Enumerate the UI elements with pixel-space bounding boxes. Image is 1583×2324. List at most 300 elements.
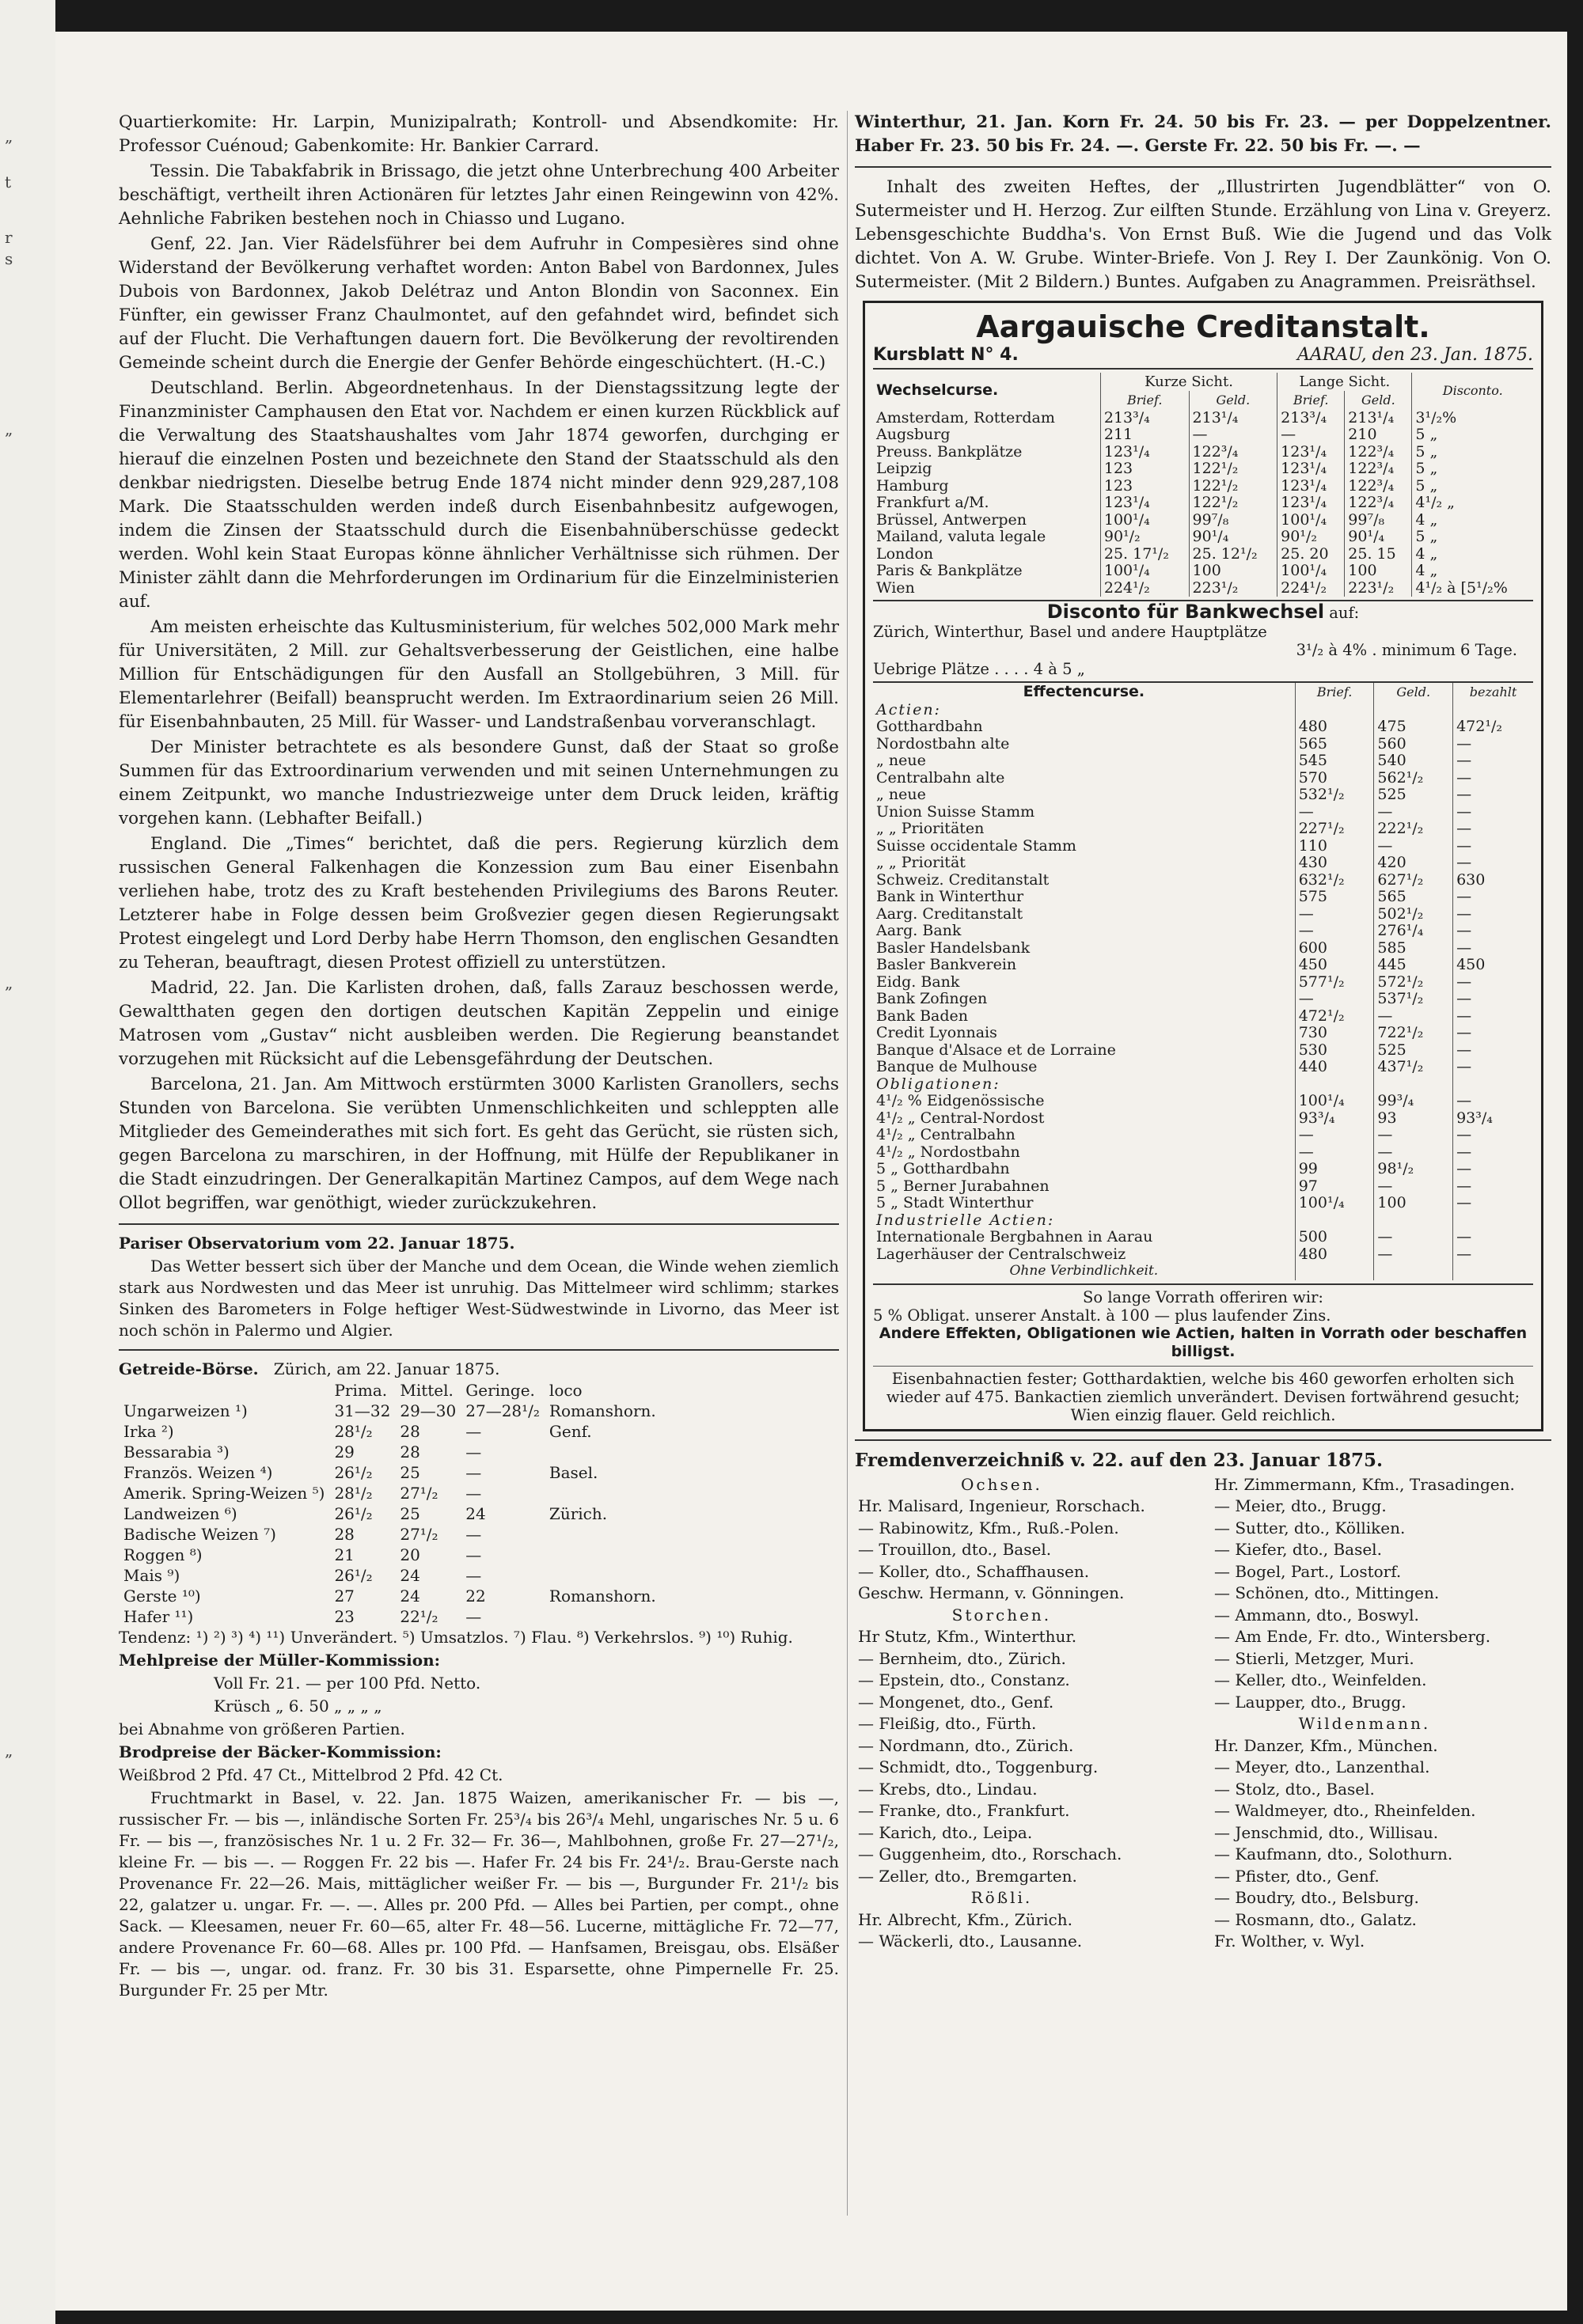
- geld-header: Geld.: [1374, 682, 1453, 702]
- table-row: [873, 410, 1533, 427]
- price-cell: 276¹/₄: [1374, 923, 1453, 940]
- price-cell: 630: [1453, 872, 1533, 889]
- price-cell: —: [1453, 804, 1533, 821]
- price-cell: 28: [334, 1525, 355, 1544]
- table-row: [873, 512, 1533, 529]
- kurze-sicht-header: Kurze Sicht.: [1100, 373, 1277, 392]
- price-cell: —: [465, 1545, 482, 1564]
- magazine-contents: Inhalt des zweiten Heftes, der „Illustrirten Jugendblätter“ von O. Sutermeister und H. Herzog. Zur eilften Stunde. Erzählung von Lina v. Greyerz. Lebensgeschichte Buddha's. Von Ernst Buß. Wie die Jugend und das Volk dichtet. Von A. W. Grube. Winter-Briefe. Von J. Rey I. Der Zaunkönig. Von O. Sutermeister. (Mit 2 Bildern.) Buntes. Aufgaben zu Anagrammen. Preisräthsel.: [855, 177, 1551, 292]
- guest-entry: — Bernheim, dto., Zürich.: [858, 1648, 1066, 1668]
- table-row: [873, 1161, 1533, 1178]
- edge-mark: „: [5, 1741, 13, 1760]
- bond-name: 5 „ Gotthardbahn: [876, 1160, 1010, 1177]
- table-row: [873, 580, 1533, 597]
- rate-cell: 122¹/₂: [1189, 461, 1277, 478]
- price-cell: —: [1453, 1178, 1533, 1196]
- rate-cell: 100¹/₄: [1100, 512, 1189, 529]
- guest-entry: — Laupper, dto., Brugg.: [1214, 1692, 1406, 1712]
- market-report: Eisenbahnactien fester; Gotthardaktien, welche bis 460 geworfen erholten sich wieder auf 475. Bankactien ziemlich unverändert. Devisen fortwährend gesucht; Wien einzig flauer. Geld reichlich.: [873, 1366, 1533, 1424]
- guest-entry: — Ammann, dto., Boswyl.: [1214, 1605, 1419, 1625]
- visitors-column: [855, 1474, 1195, 1953]
- guest-entry: — Schönen, dto., Mittingen.: [1214, 1583, 1440, 1602]
- grain-name: Roggen ⁸): [123, 1545, 203, 1564]
- price-cell: 600: [1295, 940, 1374, 957]
- table-row: [119, 1421, 661, 1442]
- securities-table: [873, 681, 1533, 1280]
- price-cell: 29: [334, 1443, 355, 1462]
- list-item: [1211, 1496, 1518, 1518]
- discount-cell: 4 „: [1412, 546, 1533, 563]
- location-cell: [545, 1545, 661, 1565]
- price-cell: 562¹/₂: [1374, 770, 1453, 787]
- section-divider: [119, 1223, 839, 1225]
- security-name: Suisse occidentale Stamm: [876, 836, 1076, 855]
- visitors-table: [1211, 1474, 1518, 1953]
- location-cell: Basel.: [549, 1463, 598, 1482]
- list-item: [1211, 1692, 1518, 1714]
- bond-name: 4¹/₂ „ Centralbahn: [876, 1126, 1015, 1143]
- security-name: Union Suisse Stamm: [876, 802, 1035, 821]
- price-cell: 475: [1374, 718, 1453, 736]
- rate-cell: 213¹/₄: [1189, 410, 1277, 427]
- table-row: [119, 1524, 661, 1545]
- rate-cell: 122³/₄: [1345, 444, 1412, 461]
- guest-entry: — Nordmann, dto., Zürich.: [858, 1735, 1074, 1755]
- grain-name: Mais ⁹): [123, 1566, 180, 1585]
- list-item: [855, 1518, 1148, 1540]
- guest-entry: — Meier, dto., Brugg.: [1214, 1496, 1387, 1515]
- visitors-table: [855, 1474, 1148, 1953]
- disconto-line: Uebrige Plätze . . . . 4 à 5 „: [873, 659, 1085, 678]
- location-cell: [545, 1483, 661, 1503]
- guest-entry: — Schmidt, dto., Toggenburg.: [858, 1757, 1099, 1776]
- section-divider: [855, 1439, 1551, 1441]
- guest-entry: — Wäckerli, dto., Lausanne.: [858, 1932, 1083, 1951]
- list-item: [855, 1844, 1148, 1866]
- price-cell: 525: [1374, 1042, 1453, 1060]
- paris-weather-text: Das Wetter bessert sich über der Manche und dem Ocean, die Winde wehen ziemlich stark aus Nordwesten und das Meer ist unruhig. Das Mittelmeer wird schlimm; starkes Sinken des Barometers in Folge heftiger West-Südwestwinde in Livorno, das Meer ist noch schön in Palermo und Algier.: [119, 1257, 839, 1340]
- rate-cell: 100¹/₄: [1100, 563, 1189, 580]
- guest-entry: — Keller, dto., Weinfelden.: [1214, 1670, 1427, 1689]
- price-cell: —: [1453, 1042, 1533, 1060]
- guest-entry: — Trouillon, dto., Basel.: [858, 1540, 1052, 1559]
- table-row: [873, 889, 1533, 906]
- price-cell: —: [1453, 923, 1533, 940]
- price-cell: —: [465, 1422, 482, 1441]
- place-name: Wien: [876, 578, 915, 597]
- location-cell: [545, 1442, 661, 1462]
- newspaper-page: [55, 32, 1567, 2311]
- guest-entry: — Meyer, dto., Lanzenthal.: [1214, 1757, 1430, 1776]
- location-cell: Genf.: [549, 1422, 592, 1441]
- rate-cell: 210: [1345, 427, 1412, 444]
- england-article: England. Die „Times“ berichtet, daß die pers. Regierung kürzlich dem russischen General Falkenhagen die Konzession zum Bau einer Eisenbahn verliehen habe, trotz des zu Kraft bestehenden Privilegiums des Barons Reuter. Letzterer habe in Folge dessen beim Großvezier gegen diesen Regierungsakt Protest eingelegt und Lord Derby habe Herrn Thomson, den englischen Gesandten zu Teheran, beauftragt, diesen Protest offiziell zu unterstützen.: [119, 834, 839, 972]
- rate-cell: 100¹/₄: [1277, 563, 1345, 580]
- column-header: Geringe.: [465, 1381, 535, 1400]
- rate-cell: 122³/₄: [1345, 461, 1412, 478]
- price-cell: —: [1453, 753, 1533, 770]
- price-cell: 26¹/₂: [334, 1566, 373, 1585]
- security-name: „ „ Priorität: [876, 854, 966, 871]
- table-row: [873, 495, 1533, 512]
- rate-cell: 123¹/₄: [1100, 444, 1189, 461]
- offer-line: So lange Vorrath offeriren wir:: [1083, 1287, 1323, 1306]
- price-cell: —: [1295, 1127, 1374, 1144]
- rate-cell: 122³/₄: [1189, 444, 1277, 461]
- right-column: [855, 111, 1551, 1953]
- security-name: „ „ Prioritäten: [876, 820, 985, 837]
- column-header: Prima.: [334, 1381, 388, 1400]
- discount-cell: 4¹/₂ à [5¹/₂%: [1412, 580, 1533, 597]
- guest-entry: — Karich, dto., Leipa.: [858, 1822, 1033, 1842]
- list-item: [1211, 1735, 1518, 1757]
- table-row: [873, 529, 1533, 546]
- table-row: [873, 1263, 1533, 1280]
- table-row: [119, 1462, 661, 1483]
- list-item: [1211, 1539, 1518, 1561]
- price-cell: 93³/₄: [1295, 1110, 1374, 1128]
- price-cell: 27: [334, 1587, 355, 1606]
- price-cell: 730: [1295, 1025, 1374, 1042]
- guest-entry: — Zeller, dto., Bremgarten.: [858, 1866, 1077, 1886]
- guest-entry: — Epstein, dto., Constanz.: [858, 1670, 1070, 1689]
- list-item: [855, 1539, 1148, 1561]
- grain-name: Badische Weizen ⁷): [123, 1525, 276, 1544]
- security-name: Aarg. Creditanstalt: [876, 904, 1023, 923]
- table-row: [873, 821, 1533, 838]
- table-row: [873, 478, 1533, 495]
- price-cell: —: [465, 1484, 482, 1503]
- grain-exchange-header: [119, 1359, 839, 1380]
- guest-entry: Hr. Zimmermann, Kfm., Trasadingen.: [1214, 1474, 1515, 1494]
- security-name: Bank Baden: [876, 1007, 969, 1025]
- list-item: [1211, 1931, 1518, 1953]
- rate-cell: 99⁷/₈: [1345, 512, 1412, 529]
- price-cell: —: [1374, 1246, 1453, 1264]
- rate-cell: 90¹/₄: [1189, 529, 1277, 546]
- edge-mark: „: [5, 419, 13, 438]
- adjacent-page-edge: [0, 0, 55, 2324]
- guest-entry: — Sutter, dto., Kölliken.: [1214, 1518, 1406, 1537]
- guest-entry: — Kiefer, dto., Basel.: [1214, 1540, 1382, 1559]
- table-row: [873, 702, 1533, 719]
- place-name: Brüssel, Antwerpen: [876, 510, 1027, 529]
- grain-name: Bessarabia ³): [123, 1443, 230, 1462]
- rate-cell: 223¹/₂: [1189, 580, 1277, 597]
- list-item: [855, 1474, 1148, 1496]
- ad-place-date: AARAU, den 23. Jan. 1875.: [1296, 345, 1533, 365]
- table-row: [873, 1076, 1533, 1094]
- geld-header: Geld.: [1189, 391, 1277, 410]
- list-item: [855, 1605, 1148, 1627]
- price-cell: 28¹/₂: [334, 1484, 373, 1503]
- hotel-name: Wildenmann.: [1298, 1714, 1431, 1733]
- price-cell: 99: [1295, 1161, 1374, 1178]
- rate-cell: 123¹/₄: [1277, 478, 1345, 495]
- price-cell: 24: [465, 1504, 486, 1523]
- visitors-list: [855, 1474, 1551, 1953]
- rate-cell: 123: [1100, 461, 1189, 478]
- guest-entry: — Guggenheim, dto., Rorschach.: [858, 1844, 1122, 1863]
- table-row: [873, 753, 1533, 770]
- price-cell: 98¹/₂: [1374, 1161, 1453, 1178]
- hotel-name: Storchen.: [951, 1605, 1052, 1625]
- winterthur-market: Winterthur, 21. Jan. Korn Fr. 24. 50 bis Fr. 23. — per Doppelzentner. Haber Fr. 23. 50 bis Fr. 24. —. Gerste Fr. 22. 50 bis Fr. —. —: [855, 112, 1551, 156]
- list-item: [1211, 1583, 1518, 1605]
- price-cell: 93: [1374, 1110, 1453, 1128]
- price-cell: 437¹/₂: [1374, 1059, 1453, 1076]
- price-cell: 27¹/₂: [400, 1525, 438, 1544]
- price-cell: —: [1295, 991, 1374, 1008]
- rate-cell: 100¹/₄: [1277, 512, 1345, 529]
- rate-cell: 213³/₄: [1100, 410, 1189, 427]
- price-cell: 440: [1295, 1059, 1374, 1076]
- column-divider: [847, 111, 848, 2216]
- discount-cell: 5 „: [1412, 444, 1533, 461]
- guest-entry: — Jenschmid, dto., Willisau.: [1214, 1822, 1439, 1842]
- edge-mark: r: [5, 228, 13, 247]
- location-cell: [545, 1524, 661, 1545]
- guest-entry: Geschw. Hermann, v. Gönningen.: [858, 1583, 1125, 1602]
- guest-entry: — Stierli, Metzger, Muri.: [1214, 1648, 1414, 1668]
- table-row: [873, 804, 1533, 821]
- list-item: [1211, 1713, 1518, 1735]
- guest-entry: Hr. Danzer, Kfm., München.: [1214, 1735, 1438, 1755]
- security-name: Eidg. Bank: [876, 972, 960, 991]
- table-row: [873, 1246, 1533, 1264]
- edge-mark: t: [5, 172, 12, 191]
- guest-entry: — Krebs, dto., Lindau.: [858, 1779, 1038, 1799]
- disconto-title: Disconto für Bankwechsel: [1046, 601, 1325, 623]
- bond-name: 4¹/₂ „ Central-Nordost: [876, 1109, 1045, 1127]
- list-item: [1211, 1561, 1518, 1583]
- price-cell: 450: [1453, 957, 1533, 974]
- rate-cell: —: [1189, 427, 1277, 444]
- minister-paragraph: Der Minister betrachtete es als besondere Gunst, daß der Staat so große Summen für das Extroordinarium verwenden und mit seinen Unternehmungen zu einem Zeitpunkt, wo manche Industriezweige unter dem Druck leiden, kräftig vorgehen kann. (Lebhafter Beifall.): [119, 737, 839, 828]
- madrid-article: Madrid, 22. Jan. Die Karlisten drohen, daß, falls Zarauz beschossen werde, Gewaltthaten gegen den dortigen deutschen Kapitän Zeppelin und einige Matrosen vom „Gustav“ nicht ausbleiben werden. Die Regierung beanstandet vorzugehen mit Rücksicht auf die Lebensgefährdung der Deutschen.: [119, 978, 839, 1069]
- table-row: [873, 1042, 1533, 1060]
- price-cell: —: [1374, 1008, 1453, 1026]
- list-item: [855, 1561, 1148, 1583]
- table-row: [873, 1025, 1533, 1042]
- column-header: loco: [549, 1381, 583, 1400]
- price-cell: 420: [1374, 855, 1453, 872]
- discount-cell: 5 „: [1412, 478, 1533, 495]
- table-row: [873, 855, 1533, 872]
- table-row: [873, 736, 1533, 753]
- edge-mark: „: [5, 973, 13, 992]
- table-row: [873, 923, 1533, 940]
- table-row: [873, 838, 1533, 855]
- table-row: [119, 1401, 661, 1421]
- rate-cell: 99⁷/₈: [1189, 512, 1277, 529]
- guest-entry: — Stolz, dto., Basel.: [1214, 1779, 1375, 1799]
- table-row: [873, 1178, 1533, 1196]
- rate-cell: 122³/₄: [1345, 478, 1412, 495]
- guest-entry: — Mongenet, dto., Genf.: [858, 1692, 1054, 1712]
- rate-cell: —: [1277, 427, 1345, 444]
- rate-cell: 223¹/₂: [1345, 580, 1412, 597]
- table-row: [873, 1008, 1533, 1026]
- industrial-shares-heading: Industrielle Actien:: [876, 1211, 1055, 1229]
- guest-entry: — Rabinowitz, Kfm., Ruß.-Polen.: [858, 1518, 1119, 1537]
- price-cell: 430: [1295, 855, 1374, 872]
- price-cell: —: [465, 1443, 482, 1462]
- table-row: [119, 1545, 661, 1565]
- table-row: [119, 1586, 661, 1606]
- flour-prices-heading: Mehlpreise der Müller-Kommission:: [119, 1651, 441, 1670]
- list-item: [1211, 1800, 1518, 1822]
- geld-header: Geld.: [1345, 391, 1412, 410]
- price-cell: 28: [400, 1422, 420, 1441]
- price-cell: —: [1453, 736, 1533, 753]
- security-name: Bank in Winterthur: [876, 888, 1024, 905]
- table-row: [873, 1093, 1533, 1110]
- committee-paragraph: Quartierkomite: Hr. Larpin, Munizipalrath; Kontroll- und Absendkomite: Hr. Professor Cuénoud; Gabenkomite: Hr. Bankier Carrard.: [119, 112, 839, 156]
- rate-cell: 90¹/₄: [1345, 529, 1412, 546]
- price-cell: 21: [334, 1545, 355, 1564]
- price-cell: 450: [1295, 957, 1374, 974]
- basel-fruit-market: Fruchtmarkt in Basel, v. 22. Jan. 1875 Waizen, amerikanischer Fr. — bis —, russischer Fr. — bis —, inländische Sorten Fr. 25³/₄ bis 26³/₄ Mehl, ungarisches Nr. 5 u. 6 Fr. — bis —, französisches Nr. 1 u. 2 Fr. 32— Fr. 36—, Mahlbohnen, große Fr. 27—27¹/₂, kleine Fr. — bis —. — Roggen Fr. 22 bis —. Hafer Fr. 24 bis Fr. 24¹/₂. Brau-Gerste nach Provenance Fr. 22—26. Mais, mittäglicher weißer Fr. — bis —, Burgunder Fr. 21¹/₂ bis 22, galatzer u. ungar. Fr. —. —. Alles pr. 200 Pfd. — Alles bei Partien, per compt., ohne Sack. — Kleesamen, neuer Fr. 60—65, alter Fr. 48—56. Lucerne, mittägliche Fr. 72—77, andere Provenance Fr. 60—68. Alles pr. 100 Pfd. — Hanfsamen, Breisgau, obs. Elsäßer Fr. — bis —, ungar. od. franz. Fr. 30 bis 31. Esparsette, ohne Pimpernelle Fr. 25. Burgunder Fr. 25 per Mtr.: [119, 1788, 839, 2000]
- security-name: „ neue: [876, 752, 926, 769]
- price-cell: 632¹/₂: [1295, 872, 1374, 889]
- place-name: Frankfurt a/M.: [876, 494, 989, 511]
- table-row: [873, 974, 1533, 991]
- security-name: Schweiz. Creditanstalt: [876, 870, 1050, 889]
- guest-entry: Fr. Wolther, v. Wyl.: [1214, 1932, 1365, 1951]
- left-column: [119, 111, 839, 2003]
- guest-entry: — Pfister, dto., Genf.: [1214, 1866, 1380, 1886]
- price-cell: 585: [1374, 940, 1453, 957]
- discount-cell: 5 „: [1412, 529, 1533, 546]
- place-name: Preuss. Bankplätze: [876, 442, 1023, 461]
- rate-cell: 90¹/₂: [1100, 529, 1189, 546]
- price-cell: —: [465, 1607, 482, 1626]
- price-cell: 560: [1374, 736, 1453, 753]
- rate-cell: 122¹/₂: [1189, 478, 1277, 495]
- table-row: [873, 906, 1533, 923]
- price-cell: —: [1374, 1178, 1453, 1196]
- list-item: [855, 1887, 1148, 1909]
- table-row: [873, 770, 1533, 787]
- rate-cell: 100: [1345, 563, 1412, 580]
- price-cell: 22: [465, 1587, 486, 1606]
- list-item: [1211, 1866, 1518, 1888]
- exchange-rates-title: Wechselcurse.: [876, 381, 999, 400]
- table-row: [873, 787, 1533, 804]
- price-cell: 110: [1295, 838, 1374, 855]
- visitors-column: [1211, 1474, 1551, 1953]
- rate-cell: 100: [1189, 563, 1277, 580]
- list-item: [855, 1713, 1148, 1735]
- price-cell: 525: [1374, 787, 1453, 804]
- rate-cell: 90¹/₂: [1277, 529, 1345, 546]
- table-row: [873, 872, 1533, 889]
- security-name: Aarg. Bank: [876, 922, 962, 939]
- rate-cell: 122¹/₂: [1189, 495, 1277, 512]
- price-cell: 28¹/₂: [334, 1422, 373, 1441]
- discount-cell: 4 „: [1412, 563, 1533, 580]
- price-cell: 577¹/₂: [1295, 974, 1374, 991]
- price-cell: —: [1374, 1229, 1453, 1246]
- bread-prices-heading: Brodpreise der Bäcker-Kommission:: [119, 1742, 442, 1761]
- list-item: [1211, 1474, 1518, 1496]
- price-cell: 480: [1295, 718, 1374, 736]
- brief-header: Brief.: [1100, 391, 1189, 410]
- discount-cell: 5 „: [1412, 461, 1533, 478]
- ad-title: Aargauische Creditanstalt.: [976, 309, 1430, 344]
- price-cell: —: [1374, 1127, 1453, 1144]
- rate-cell: 213¹/₄: [1345, 410, 1412, 427]
- price-cell: —: [1295, 906, 1374, 923]
- price-cell: 472¹/₂: [1453, 718, 1533, 736]
- guest-entry: Hr. Albrecht, Kfm., Zürich.: [858, 1909, 1072, 1929]
- guest-entry: — Bogel, Part., Lostorf.: [1214, 1561, 1402, 1581]
- grain-name: Landweizen ⁶): [123, 1504, 237, 1523]
- guest-entry: Hr. Malisard, Ingenieur, Rorschach.: [858, 1496, 1145, 1515]
- place-name: Amsterdam, Rotterdam: [876, 408, 1055, 427]
- discount-cell: 5 „: [1412, 427, 1533, 444]
- list-item: [855, 1583, 1148, 1605]
- guest-entry: — Waldmeyer, dto., Rheinfelden.: [1214, 1801, 1476, 1820]
- grain-name: Amerik. Spring-Weizen ⁵): [123, 1484, 325, 1503]
- list-item: [855, 1909, 1148, 1932]
- table-row: [873, 1110, 1533, 1128]
- price-cell: 532¹/₂: [1295, 787, 1374, 804]
- price-cell: 227¹/₂: [1295, 821, 1374, 838]
- price-cell: 24: [400, 1587, 420, 1606]
- rate-cell: 123¹/₄: [1277, 495, 1345, 512]
- place-name: London: [876, 544, 934, 563]
- table-row: [873, 940, 1533, 957]
- grain-name: Gerste ¹⁰): [123, 1587, 201, 1606]
- barcelona-article: Barcelona, 21. Jan. Am Mittwoch erstürmten 3000 Karlisten Granollers, sechs Stunden von Barcelona. Sie verübten Unmenschlichkeiten und schleppten alle Mitglieder des Gemeinderathes mit sich fort. Es geht das Gerücht, sie rüsten sich, gegen Barcelona zu marschiren, in der Hoffnung, mit Hülfe der Republikaner in die Stadt einzudringen. Der Generalkapitän Martinez Campos, auf dem Wege nach Ollot begriffen, war genöthigt, wieder zurückzukehren.: [119, 1075, 839, 1213]
- brief-header: Brief.: [1277, 391, 1345, 410]
- security-name: Basler Handelsbank: [876, 938, 1031, 957]
- table-row: [119, 1442, 661, 1462]
- price-cell: 472¹/₂: [1295, 1008, 1374, 1026]
- section-divider: [855, 166, 1551, 168]
- price-cell: —: [1374, 804, 1453, 821]
- bonds-heading: Obligationen:: [876, 1075, 1000, 1093]
- price-cell: —: [1453, 1127, 1533, 1144]
- price-cell: 565: [1374, 889, 1453, 906]
- place-name: Paris & Bankplätze: [876, 562, 1023, 579]
- price-cell: 565: [1295, 736, 1374, 753]
- price-cell: —: [465, 1525, 482, 1544]
- kultus-paragraph: Am meisten erheischte das Kultusministerium, für welches 502,000 Mark mehr für Universitäten, 2 Mill. zur Gehaltsverbesserung der Geistlichen, eine halbe Million für Entschädigungen für den Ausfall an Stollgebühren, 3 Mill. für Elementarlehrer (Beifall) beansprucht werden. Im Extraordinarium seien 26 Mill. für Eisenbahnbauten, 25 Mill. für Wasser- und Landstraßenbau vorveranschlagt.: [119, 617, 839, 732]
- genf-article: Genf, 22. Jan. Vier Rädelsführer bei dem Aufruhr in Compesières sind ohne Widerstand der Bevölkerung verhaftet worden: Anton Babel von Bardonnex, Jules Dubois von Bardonnex, Jakob Delétraz und Anton Blondin von Saconnex. Ein Fünfter, ein gewisser Franz Chaulmontet, auf den gefahndet wird, befindet sich auf der Flucht. Die Verhaftungen dauern fort. Die Bevölkerung der revoltirenden Gemeinde scheint durch die Energie der Genfer Behörde eingeschüchtert. (H.-C.): [119, 234, 839, 373]
- table-header-row: [873, 373, 1533, 392]
- price-cell: —: [1453, 787, 1533, 804]
- price-cell: —: [1453, 838, 1533, 855]
- price-cell: —: [1295, 923, 1374, 940]
- price-cell: —: [1453, 940, 1533, 957]
- rate-cell: 25. 12¹/₂: [1189, 546, 1277, 563]
- price-cell: 20: [400, 1545, 420, 1564]
- place-name: Hamburg: [876, 476, 949, 495]
- grain-exchange-title: Getreide-Börse.: [119, 1359, 259, 1378]
- lange-sicht-header: Lange Sicht.: [1277, 373, 1412, 392]
- security-name: Gotthardbahn: [876, 718, 983, 735]
- price-cell: —: [1453, 1229, 1533, 1246]
- list-item: [1211, 1626, 1518, 1648]
- price-cell: —: [1453, 1059, 1533, 1076]
- security-name: Centralbahn alte: [876, 768, 1005, 787]
- price-cell: 97: [1295, 1178, 1374, 1196]
- list-item: [1211, 1844, 1518, 1866]
- no-liability-note: Ohne Verbindlichkeit.: [1009, 1263, 1159, 1279]
